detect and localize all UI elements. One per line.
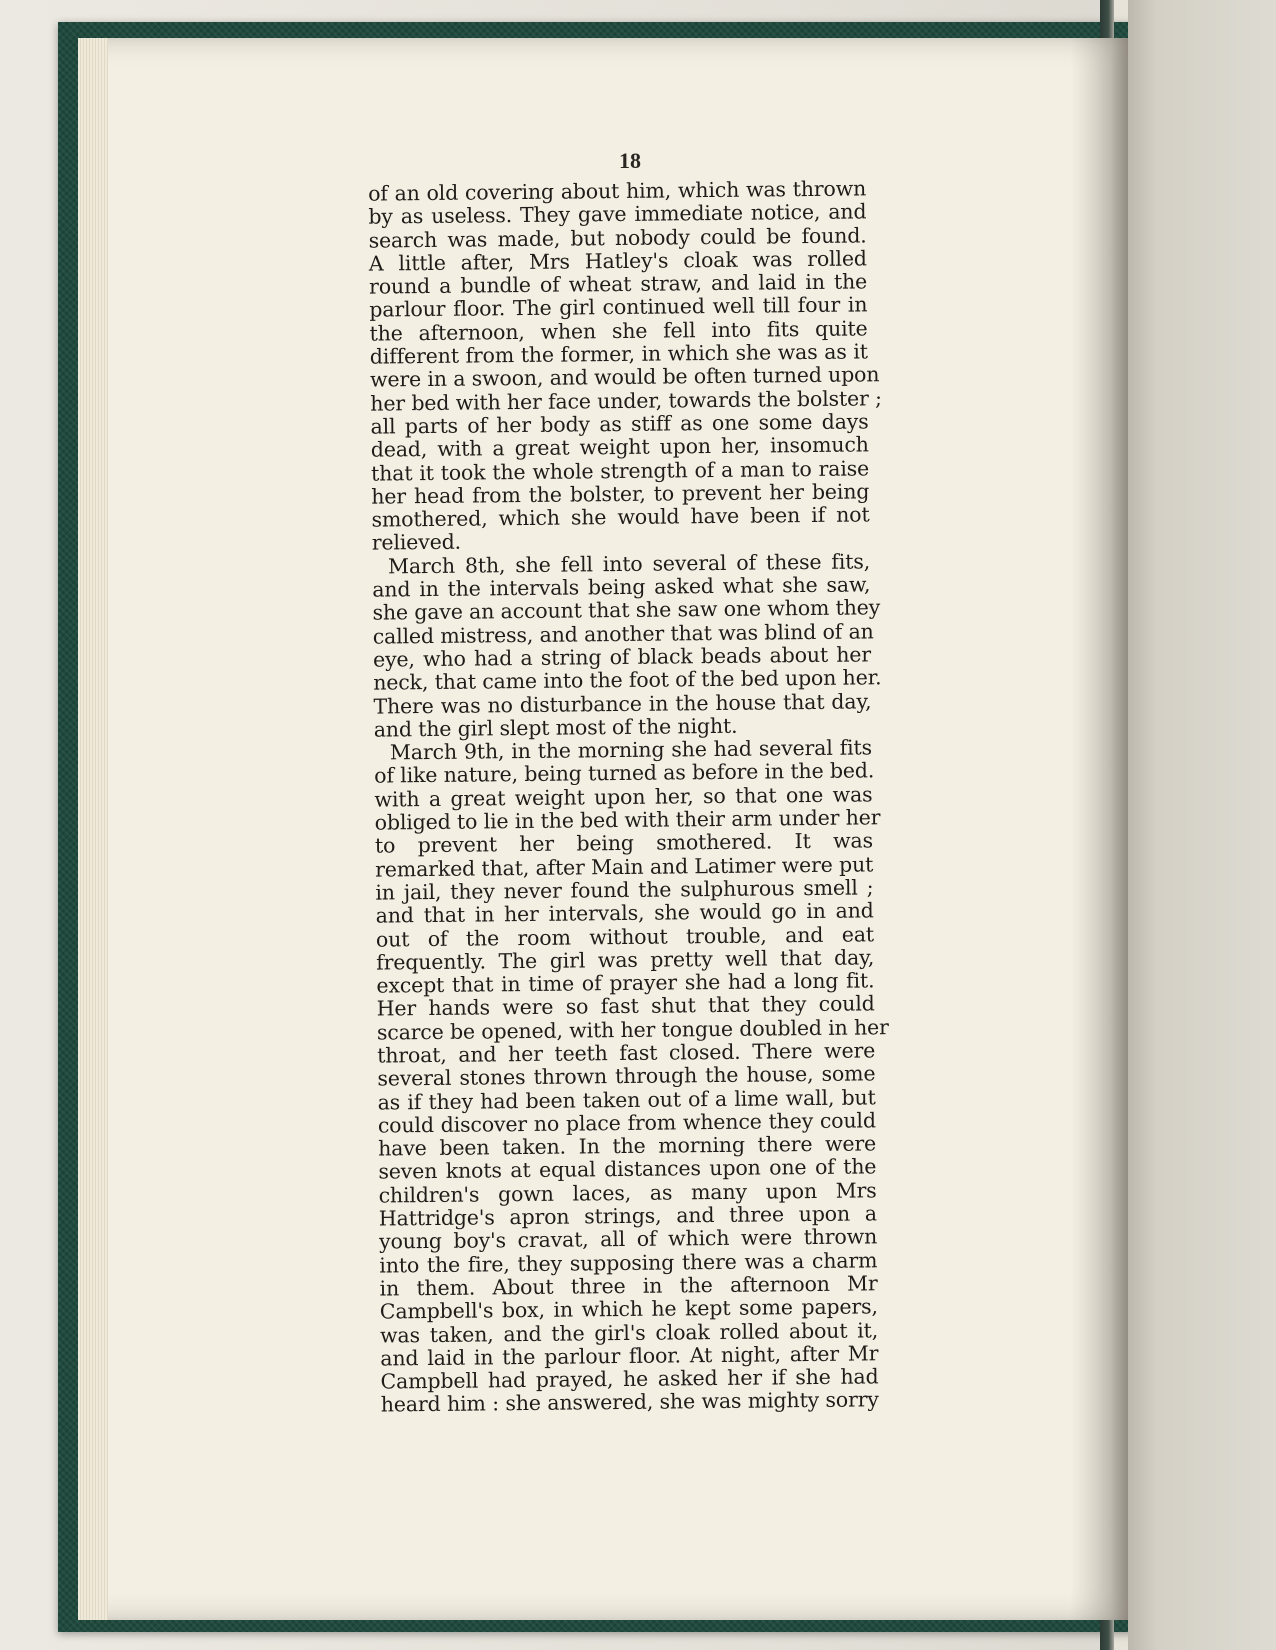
text-line: relieved. bbox=[371, 530, 462, 556]
text-line: have been taken. In the morning there were bbox=[378, 1131, 877, 1161]
text-line: as if they had been taken out of a lime wall, but bbox=[377, 1084, 876, 1115]
text-line: and in the intervals being asked what she saw, bbox=[372, 572, 871, 602]
text-line: she gave an account that she saw one whom they bbox=[372, 595, 881, 625]
body-text bbox=[368, 176, 889, 1417]
text-line: children's gown laces, as many upon Mrs bbox=[378, 1178, 877, 1208]
text-line: to prevent her being smothered. It was bbox=[374, 828, 874, 858]
text-line: out of the room without trouble, and eat bbox=[375, 921, 875, 952]
text-line: her bed with her face under, towards the bolster ; bbox=[370, 385, 882, 416]
text-line: young boy's cravat, all of which were thrown bbox=[378, 1224, 878, 1254]
text-line: parlour floor. The girl continued well till four in bbox=[369, 292, 868, 323]
text-line: the afternoon, when she fell into fits quite bbox=[369, 316, 868, 346]
text-line: search was made, but nobody could be found. bbox=[368, 222, 867, 253]
text-line: and that in her intervals, she would go in and bbox=[375, 898, 874, 928]
text-line: neck, that came into the foot of the bed upon her. bbox=[373, 665, 882, 695]
text-line: There was no disturbance in the house that day, bbox=[373, 688, 872, 719]
text-line: Campbell had prayed, he asked her if she had bbox=[380, 1364, 879, 1394]
text-line: several stones thrown through the house, some bbox=[377, 1061, 876, 1091]
text-line: obliged to lie in the bed with their arm under her bbox=[374, 805, 881, 835]
text-line: in them. About three in the afternoon Mr bbox=[379, 1271, 878, 1301]
text-line: except that in time of prayer she had a long fit. bbox=[376, 968, 875, 998]
text-line: different from the former, in which she was as it bbox=[369, 339, 868, 369]
text-line: dead, with a great weight upon her, insomuch bbox=[370, 432, 869, 462]
text-line: and laid in the parlour floor. At night, after Mr bbox=[380, 1341, 879, 1371]
text-line: Her hands were so fast shut that they could bbox=[376, 991, 875, 1021]
text-line: scarce be opened, with her tongue doubled in her bbox=[376, 1014, 889, 1045]
text-line: that it took the whole strength of a man to raise bbox=[370, 455, 870, 486]
text-line: round a bundle of wheat straw, and laid in the bbox=[368, 269, 868, 299]
text-line: A little after, Mrs Hatley's cloak was rolled bbox=[368, 246, 867, 276]
text-line: and the girl slept most of the night. bbox=[373, 713, 738, 742]
text-line: could discover no place from whence they could bbox=[377, 1108, 876, 1138]
text-line: seven knots at equal distances upon one of the bbox=[378, 1154, 877, 1185]
text-line: called mistress, and another that was blind of an bbox=[372, 618, 874, 649]
text-line: with a great weight upon her, so that one was bbox=[374, 782, 873, 812]
text-line: heard him : she answered, she was mighty sorry bbox=[380, 1387, 879, 1417]
text-line: March 8th, she fell into several of these fits, bbox=[387, 549, 871, 579]
text-line: in jail, they never found the sulphurous smell ; bbox=[375, 875, 874, 905]
text-line: all parts of her body as stiff as one some days bbox=[370, 409, 869, 439]
gutter-shadow bbox=[1070, 38, 1128, 1620]
text-line: by as useless. They gave immediate notice, and bbox=[368, 199, 867, 229]
facing-page bbox=[1128, 0, 1276, 1650]
text-line: were in a swoon, and would be often turned upon bbox=[369, 362, 880, 392]
text-line: remarked that, after Main and Latimer were put bbox=[375, 851, 874, 882]
text-line: into the fire, they supposing there was a charm bbox=[379, 1247, 878, 1278]
text-line: was taken, and the girl's cloak rolled about it, bbox=[379, 1317, 879, 1348]
page-stack-edges bbox=[78, 38, 108, 1620]
page-number: 18 bbox=[619, 148, 641, 173]
text-line: frequently. The girl was pretty well that day, bbox=[376, 945, 875, 975]
text-line: throat, and her teeth fast closed. There were bbox=[377, 1038, 876, 1068]
text-line: March 9th, in the morning she had several fits bbox=[389, 735, 873, 765]
text-line: Campbell's box, in which he kept some papers, bbox=[379, 1294, 878, 1324]
text-line: Hattridge's apron strings, and three upon a bbox=[378, 1201, 877, 1231]
text-line: of an old covering about him, which was thrown bbox=[368, 176, 867, 206]
text-line: of like nature, being turned as before in the bed. bbox=[374, 758, 875, 788]
text-line: her head from the bolster, to prevent her being bbox=[371, 479, 870, 509]
text-line: smothered, which she would have been if not bbox=[371, 502, 870, 532]
text-line: eye, who had a string of black beads about her bbox=[372, 642, 872, 672]
